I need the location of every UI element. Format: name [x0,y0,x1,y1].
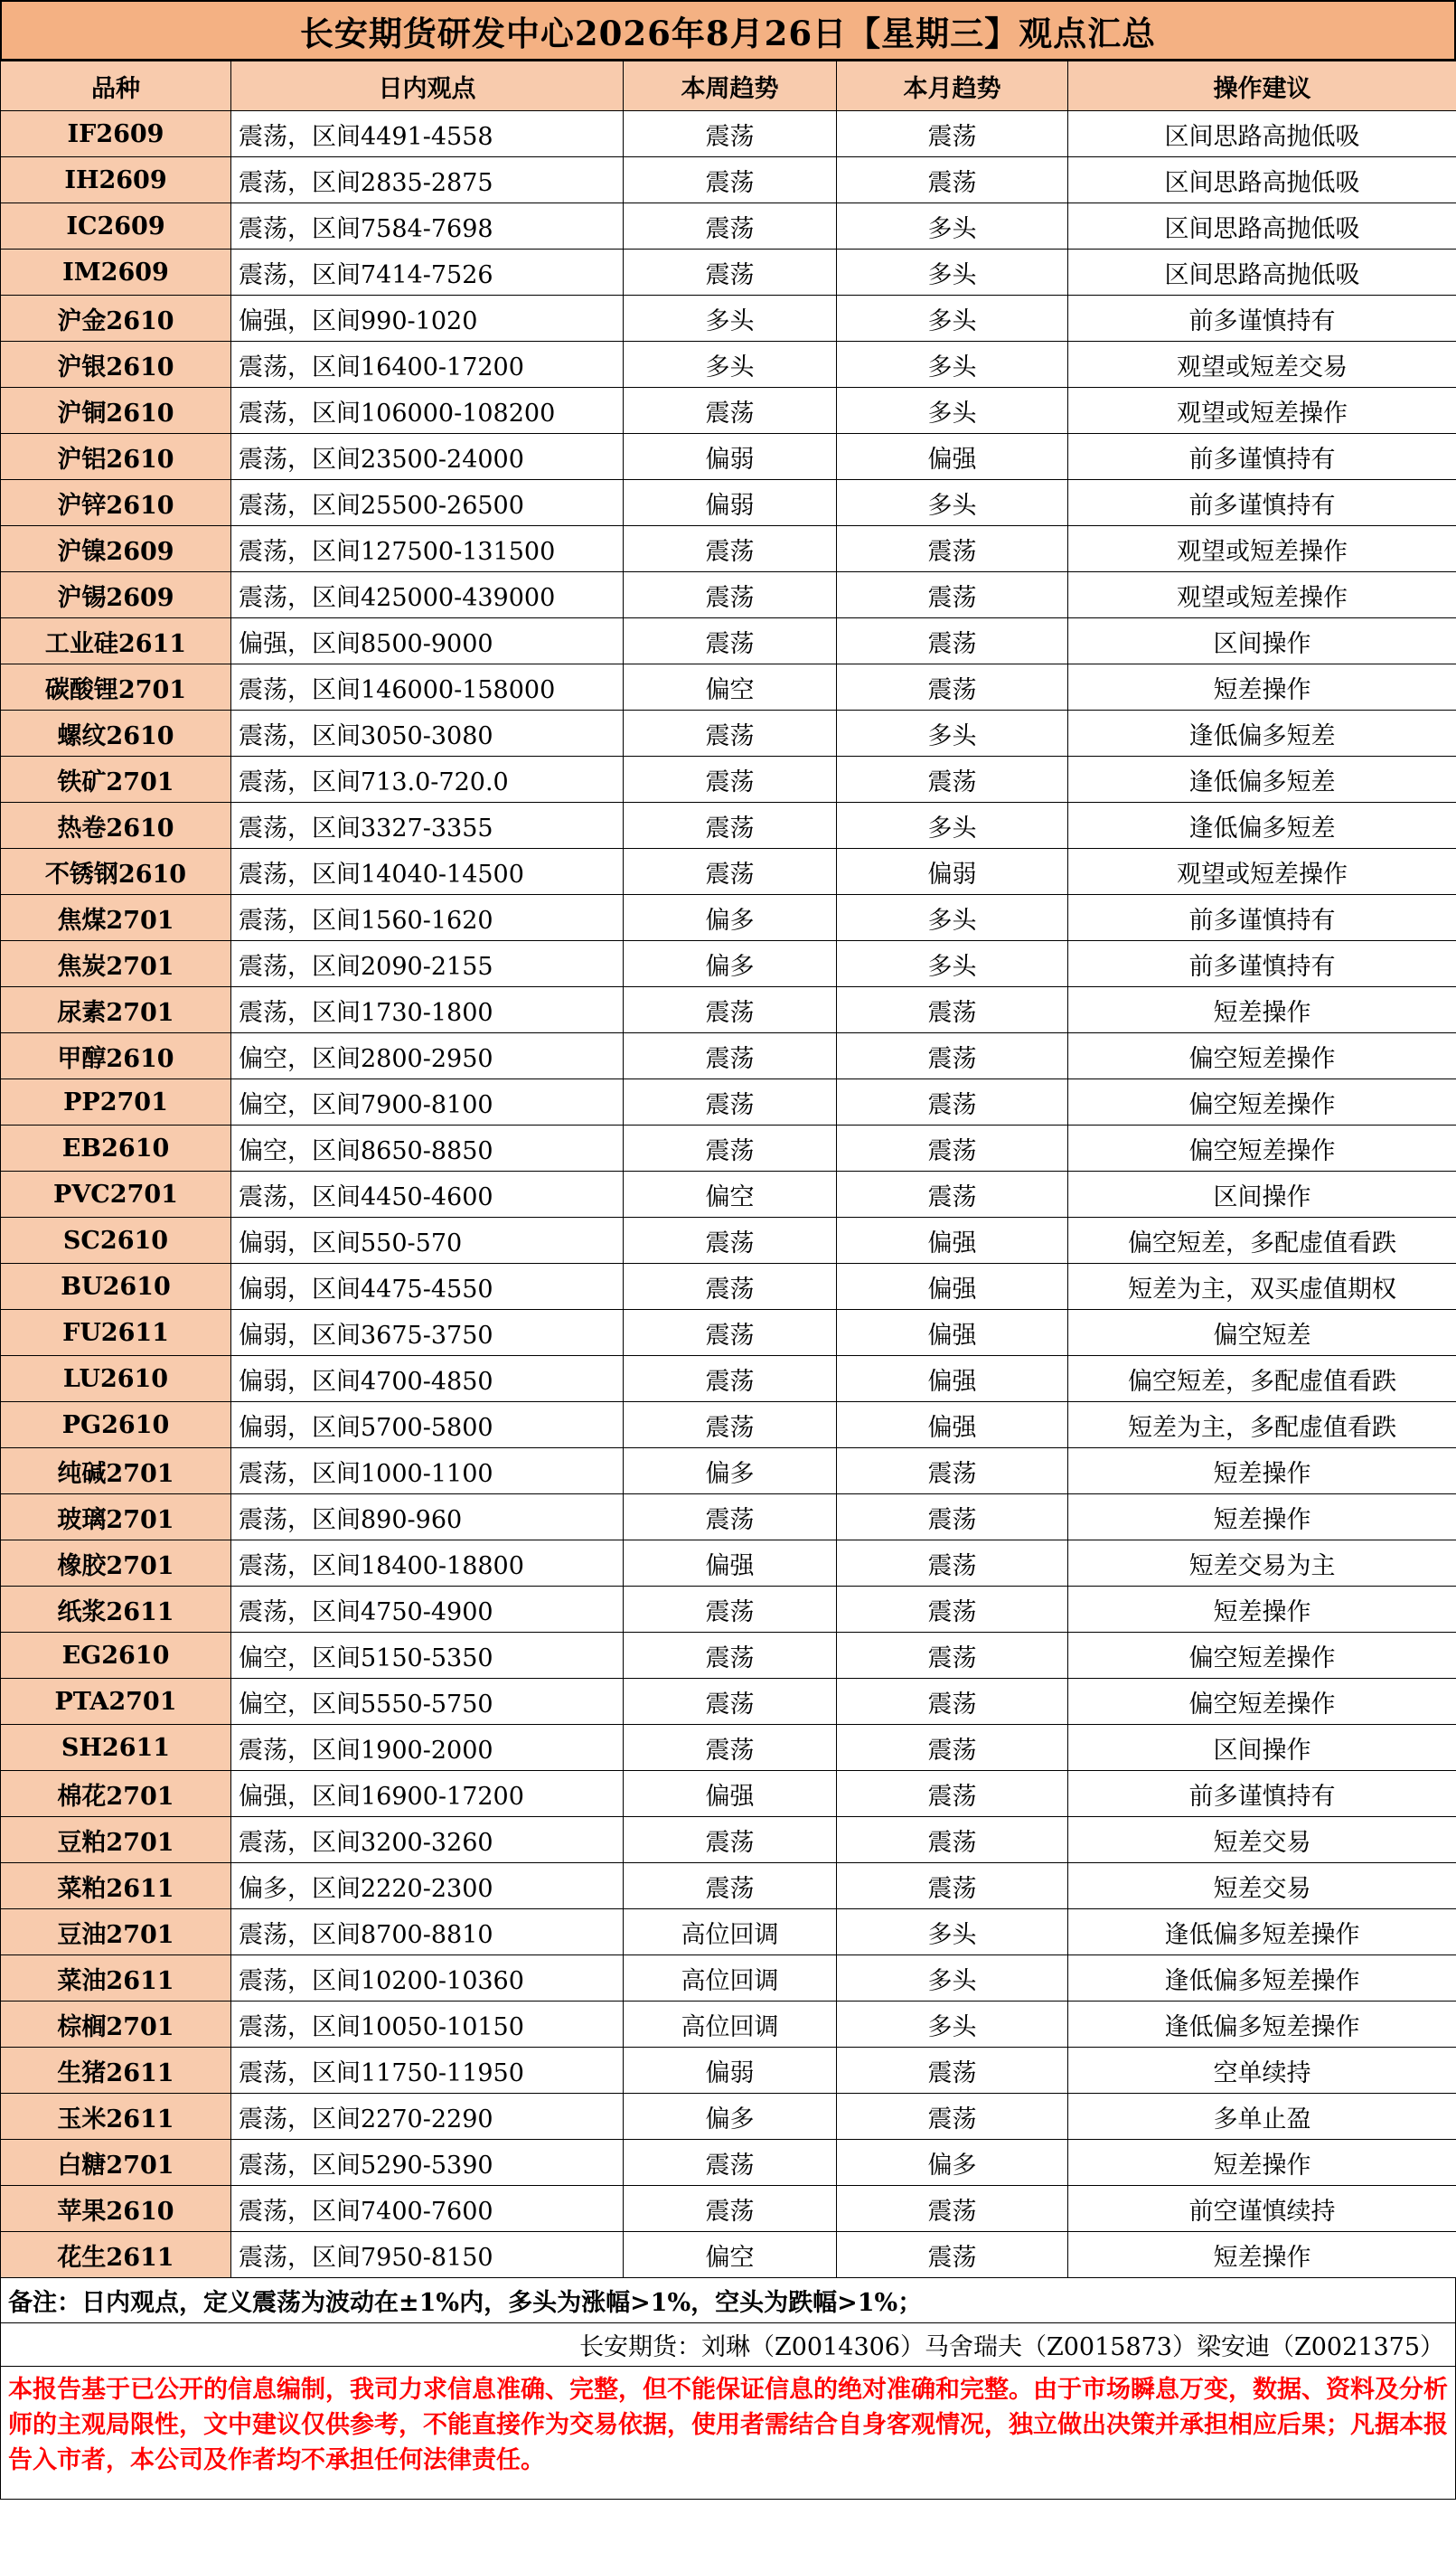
table-row [1,941,1456,987]
week-trend-cell: 偏空 [624,2232,837,2278]
advice-cell: 偏空短差操作 [1068,1679,1456,1725]
advice-cell: 前多谨慎持有 [1068,434,1456,480]
month-trend-cell: 震荡 [837,1817,1068,1863]
month-trend-cell: 多头 [837,803,1068,849]
variety-cell: IC2609 [1,203,231,250]
month-trend-cell: 多头 [837,941,1068,987]
week-trend-cell: 震荡 [624,203,837,250]
month-trend-cell: 多头 [837,250,1068,296]
week-trend-cell: 偏空 [624,664,837,711]
advice-cell: 短差为主，双买虚值期权 [1068,1264,1456,1310]
variety-cell: 菜油2611 [1,1955,231,2002]
table-row [1,1725,1456,1771]
intraday-view-cell: 偏空，区间5150-5350 [231,1633,624,1679]
advice-cell: 逢低偏多短差 [1068,803,1456,849]
intraday-view-cell: 震荡，区间3050-3080 [231,711,624,757]
week-trend-cell: 震荡 [624,1218,837,1264]
report-title: 长安期货研发中心2026年8月26日【星期三】观点汇总 [0,0,1456,61]
intraday-view-cell: 震荡，区间23500-24000 [231,434,624,480]
month-trend-cell: 震荡 [837,1863,1068,1909]
table-row [1,1172,1456,1218]
advice-cell: 前多谨慎持有 [1068,1771,1456,1817]
intraday-view-cell: 震荡，区间1560-1620 [231,895,624,941]
variety-cell: 碳酸锂2701 [1,664,231,711]
variety-cell: 焦煤2701 [1,895,231,941]
intraday-view-cell: 震荡，区间3200-3260 [231,1817,624,1863]
intraday-view-cell: 偏弱，区间4700-4850 [231,1356,624,1402]
table-row [1,1402,1456,1448]
advice-cell: 偏空短差 [1068,1310,1456,1356]
variety-cell: SH2611 [1,1725,231,1771]
advice-cell: 区间思路高抛低吸 [1068,250,1456,296]
intraday-view-cell: 震荡，区间18400-18800 [231,1540,624,1587]
advice-cell: 短差交易为主 [1068,1540,1456,1587]
week-trend-cell: 震荡 [624,572,837,618]
month-trend-cell: 多头 [837,1955,1068,2002]
advice-cell: 短差操作 [1068,1494,1456,1540]
month-trend-cell: 偏强 [837,434,1068,480]
advice-cell: 短差操作 [1068,2232,1456,2278]
intraday-view-cell: 震荡，区间2090-2155 [231,941,624,987]
variety-cell: 螺纹2610 [1,711,231,757]
advice-cell: 观望或短差交易 [1068,342,1456,388]
table-row [1,1310,1456,1356]
advice-cell: 区间操作 [1068,1725,1456,1771]
month-trend-cell: 震荡 [837,1679,1068,1725]
header-month-trend: 本月趋势 [837,61,1068,111]
month-trend-cell: 震荡 [837,1633,1068,1679]
variety-cell: 玻璃2701 [1,1494,231,1540]
week-trend-cell: 震荡 [624,1633,837,1679]
intraday-view-cell: 偏多，区间2220-2300 [231,1863,624,1909]
intraday-view-cell: 偏弱，区间4475-4550 [231,1264,624,1310]
table-row [1,203,1456,250]
intraday-view-cell: 震荡，区间8700-8810 [231,1909,624,1955]
table-row [1,2186,1456,2232]
week-trend-cell: 偏强 [624,1540,837,1587]
month-trend-cell: 震荡 [837,572,1068,618]
intraday-view-cell: 偏空，区间7900-8100 [231,1079,624,1126]
week-trend-cell: 偏多 [624,2094,837,2140]
week-trend-cell: 高位回调 [624,2002,837,2048]
intraday-view-cell: 震荡，区间7400-7600 [231,2186,624,2232]
intraday-view-cell: 震荡，区间127500-131500 [231,526,624,572]
advice-cell: 前多谨慎持有 [1068,296,1456,342]
intraday-view-cell: 震荡，区间890-960 [231,1494,624,1540]
intraday-view-cell: 偏弱，区间550-570 [231,1218,624,1264]
month-trend-cell: 多头 [837,895,1068,941]
month-trend-cell: 震荡 [837,526,1068,572]
month-trend-cell: 震荡 [837,1725,1068,1771]
table-row [1,1448,1456,1494]
table-row [1,342,1456,388]
table-row [1,1033,1456,1079]
intraday-view-cell: 震荡，区间7950-8150 [231,2232,624,2278]
variety-cell: 沪银2610 [1,342,231,388]
month-trend-cell: 震荡 [837,1126,1068,1172]
variety-cell: 花生2611 [1,2232,231,2278]
intraday-view-cell: 震荡，区间5290-5390 [231,2140,624,2186]
variety-cell: 甲醇2610 [1,1033,231,1079]
week-trend-cell: 高位回调 [624,1909,837,1955]
table-row [1,1955,1456,2002]
variety-cell: SC2610 [1,1218,231,1264]
advice-cell: 区间思路高抛低吸 [1068,111,1456,157]
week-trend-cell: 震荡 [624,388,837,434]
week-trend-cell: 震荡 [624,250,837,296]
table-row [1,296,1456,342]
month-trend-cell: 偏强 [837,1264,1068,1310]
analyst-credits: 长安期货：刘琳（Z0014306）马舍瑞夫（Z0015873）梁安迪（Z0021375） [0,2323,1456,2367]
week-trend-cell: 多头 [624,342,837,388]
advice-cell: 偏空短差，多配虚值看跌 [1068,1218,1456,1264]
variety-cell: 白糖2701 [1,2140,231,2186]
variety-cell: 工业硅2611 [1,618,231,664]
variety-cell: 纸浆2611 [1,1587,231,1633]
advice-cell: 短差交易 [1068,1817,1456,1863]
week-trend-cell: 震荡 [624,111,837,157]
week-trend-cell: 震荡 [624,1079,837,1126]
table-row [1,1540,1456,1587]
header-variety: 品种 [1,61,231,111]
advice-cell: 短差操作 [1068,664,1456,711]
intraday-view-cell: 震荡，区间14040-14500 [231,849,624,895]
variety-cell: 热卷2610 [1,803,231,849]
variety-cell: 菜粕2611 [1,1863,231,1909]
variety-cell: 沪铝2610 [1,434,231,480]
variety-cell: 生猪2611 [1,2048,231,2094]
header-week-trend: 本周趋势 [624,61,837,111]
intraday-view-cell: 震荡，区间1730-1800 [231,987,624,1033]
month-trend-cell: 震荡 [837,1587,1068,1633]
variety-cell: 玉米2611 [1,2094,231,2140]
week-trend-cell: 震荡 [624,711,837,757]
month-trend-cell: 多头 [837,203,1068,250]
week-trend-cell: 偏弱 [624,2048,837,2094]
week-trend-cell: 震荡 [624,1725,837,1771]
week-trend-cell: 震荡 [624,1679,837,1725]
intraday-view-cell: 震荡，区间425000-439000 [231,572,624,618]
advice-cell: 区间思路高抛低吸 [1068,157,1456,203]
intraday-view-cell: 震荡，区间7414-7526 [231,250,624,296]
variety-cell: 焦炭2701 [1,941,231,987]
table-row [1,618,1456,664]
variety-cell: PVC2701 [1,1172,231,1218]
intraday-view-cell: 震荡，区间146000-158000 [231,664,624,711]
month-trend-cell: 震荡 [837,1540,1068,1587]
month-trend-cell: 震荡 [837,664,1068,711]
table-body [1,111,1456,2278]
table-row [1,803,1456,849]
advice-cell: 区间思路高抛低吸 [1068,203,1456,250]
month-trend-cell: 震荡 [837,2048,1068,2094]
variety-cell: 苹果2610 [1,2186,231,2232]
variety-cell: 豆粕2701 [1,1817,231,1863]
week-trend-cell: 震荡 [624,1817,837,1863]
variety-cell: 沪锡2609 [1,572,231,618]
week-trend-cell: 震荡 [624,757,837,803]
variety-cell: IH2609 [1,157,231,203]
month-trend-cell: 震荡 [837,2186,1068,2232]
advice-cell: 偏空短差，多配虚值看跌 [1068,1356,1456,1402]
advice-cell: 短差操作 [1068,1587,1456,1633]
week-trend-cell: 震荡 [624,1033,837,1079]
week-trend-cell: 震荡 [624,849,837,895]
advice-cell: 短差操作 [1068,2140,1456,2186]
week-trend-cell: 震荡 [624,1356,837,1402]
intraday-view-cell: 震荡，区间106000-108200 [231,388,624,434]
advice-cell: 观望或短差操作 [1068,526,1456,572]
table-row [1,1494,1456,1540]
advice-cell: 前多谨慎持有 [1068,480,1456,526]
week-trend-cell: 震荡 [624,2140,837,2186]
variety-cell: 尿素2701 [1,987,231,1033]
week-trend-cell: 震荡 [624,157,837,203]
advice-cell: 逢低偏多短差操作 [1068,1909,1456,1955]
table-row [1,1817,1456,1863]
week-trend-cell: 偏多 [624,895,837,941]
advice-cell: 观望或短差操作 [1068,572,1456,618]
variety-cell: 棕榈2701 [1,2002,231,2048]
advice-cell: 短差操作 [1068,1448,1456,1494]
week-trend-cell: 震荡 [624,1310,837,1356]
month-trend-cell: 震荡 [837,1771,1068,1817]
month-trend-cell: 震荡 [837,1172,1068,1218]
table-row [1,849,1456,895]
advice-cell: 偏空短差操作 [1068,1633,1456,1679]
variety-cell: EG2610 [1,1633,231,1679]
intraday-view-cell: 震荡，区间25500-26500 [231,480,624,526]
week-trend-cell: 震荡 [624,2186,837,2232]
month-trend-cell: 偏强 [837,1402,1068,1448]
week-trend-cell: 震荡 [624,1587,837,1633]
advice-cell: 偏空短差操作 [1068,1079,1456,1126]
month-trend-cell: 多头 [837,1909,1068,1955]
week-trend-cell: 多头 [624,296,837,342]
week-trend-cell: 偏弱 [624,480,837,526]
advice-cell: 前多谨慎持有 [1068,941,1456,987]
variety-cell: 铁矿2701 [1,757,231,803]
header-intraday: 日内观点 [231,61,624,111]
table-row [1,2094,1456,2140]
table-row [1,664,1456,711]
table-row [1,111,1456,157]
week-trend-cell: 震荡 [624,1402,837,1448]
advice-cell: 短差操作 [1068,987,1456,1033]
table-row [1,388,1456,434]
advice-cell: 偏空短差操作 [1068,1033,1456,1079]
advice-cell: 观望或短差操作 [1068,849,1456,895]
variety-cell: FU2611 [1,1310,231,1356]
advice-cell: 逢低偏多短差 [1068,711,1456,757]
week-trend-cell: 震荡 [624,526,837,572]
variety-cell: 沪金2610 [1,296,231,342]
table-row [1,526,1456,572]
intraday-view-cell: 震荡，区间16400-17200 [231,342,624,388]
variety-cell: 沪镍2609 [1,526,231,572]
table-row [1,250,1456,296]
intraday-view-cell: 偏强，区间16900-17200 [231,1771,624,1817]
month-trend-cell: 震荡 [837,757,1068,803]
footnote: 备注：日内观点，定义震荡为波动在±1%内，多头为涨幅>1%，空头为跌幅>1%； [0,2278,1456,2323]
variety-cell: 纯碱2701 [1,1448,231,1494]
table-row [1,1679,1456,1725]
intraday-view-cell: 震荡，区间11750-11950 [231,2048,624,2094]
intraday-view-cell: 震荡，区间3327-3355 [231,803,624,849]
table-row [1,757,1456,803]
month-trend-cell: 偏强 [837,1218,1068,1264]
month-trend-cell: 多头 [837,342,1068,388]
intraday-view-cell: 震荡，区间4450-4600 [231,1172,624,1218]
table-row [1,2002,1456,2048]
variety-cell: PP2701 [1,1079,231,1126]
table-row [1,1126,1456,1172]
intraday-view-cell: 偏强，区间990-1020 [231,296,624,342]
table-row [1,1909,1456,1955]
intraday-view-cell: 震荡，区间2835-2875 [231,157,624,203]
month-trend-cell: 震荡 [837,157,1068,203]
month-trend-cell: 震荡 [837,111,1068,157]
table-row [1,987,1456,1033]
header-advice: 操作建议 [1068,61,1456,111]
table-row [1,480,1456,526]
month-trend-cell: 震荡 [837,1079,1068,1126]
week-trend-cell: 震荡 [624,1126,837,1172]
advice-cell: 观望或短差操作 [1068,388,1456,434]
header-row [1,61,1456,111]
variety-cell: 沪铜2610 [1,388,231,434]
table-row [1,2048,1456,2094]
week-trend-cell: 震荡 [624,803,837,849]
month-trend-cell: 多头 [837,2002,1068,2048]
table-row [1,1356,1456,1402]
intraday-view-cell: 震荡，区间1000-1100 [231,1448,624,1494]
intraday-view-cell: 震荡，区间7584-7698 [231,203,624,250]
advice-cell: 前多谨慎持有 [1068,895,1456,941]
table-row [1,711,1456,757]
variety-cell: PTA2701 [1,1679,231,1725]
disclaimer: 本报告基于已公开的信息编制，我司力求信息准确、完整，但不能保证信息的绝对准确和完整。由于市场瞬息万变，数据、资料及分析师的主观局限性，文中建议仅供参考，不能直接作为交易依据，使用者需结合自身客观情况，独立做出决策并承担相应后果；凡据本报告入市者，本公司及作者均不承担任何法律责任。 [0,2367,1456,2500]
table-row [1,2140,1456,2186]
table-row [1,1771,1456,1817]
variety-cell: 豆油2701 [1,1909,231,1955]
variety-cell: 不锈钢2610 [1,849,231,895]
week-trend-cell: 震荡 [624,1494,837,1540]
intraday-view-cell: 震荡，区间713.0-720.0 [231,757,624,803]
table-row [1,157,1456,203]
month-trend-cell: 多头 [837,388,1068,434]
month-trend-cell: 多头 [837,296,1068,342]
month-trend-cell: 偏弱 [837,849,1068,895]
intraday-view-cell: 震荡，区间2270-2290 [231,2094,624,2140]
advice-cell: 短差为主，多配虚值看跌 [1068,1402,1456,1448]
week-trend-cell: 震荡 [624,618,837,664]
table-row [1,434,1456,480]
month-trend-cell: 多头 [837,711,1068,757]
week-trend-cell: 震荡 [624,987,837,1033]
advice-cell: 逢低偏多短差操作 [1068,1955,1456,2002]
week-trend-cell: 偏多 [624,1448,837,1494]
variety-cell: 沪锌2610 [1,480,231,526]
advice-cell: 逢低偏多短差操作 [1068,2002,1456,2048]
week-trend-cell: 偏多 [624,941,837,987]
table-row [1,1218,1456,1264]
advice-cell: 偏空短差操作 [1068,1126,1456,1172]
month-trend-cell: 偏强 [837,1310,1068,1356]
table-row [1,1587,1456,1633]
week-trend-cell: 偏空 [624,1172,837,1218]
week-trend-cell: 震荡 [624,1863,837,1909]
variety-cell: BU2610 [1,1264,231,1310]
intraday-view-cell: 偏空，区间2800-2950 [231,1033,624,1079]
month-trend-cell: 震荡 [837,618,1068,664]
month-trend-cell: 震荡 [837,2232,1068,2278]
month-trend-cell: 多头 [837,480,1068,526]
month-trend-cell: 震荡 [837,2094,1068,2140]
advice-cell: 逢低偏多短差 [1068,757,1456,803]
intraday-view-cell: 偏弱，区间5700-5800 [231,1402,624,1448]
month-trend-cell: 震荡 [837,1448,1068,1494]
variety-cell: IF2609 [1,111,231,157]
table-row [1,1863,1456,1909]
intraday-view-cell: 震荡，区间4750-4900 [231,1587,624,1633]
advice-cell: 多单止盈 [1068,2094,1456,2140]
advice-cell: 区间操作 [1068,1172,1456,1218]
intraday-view-cell: 震荡，区间4491-4558 [231,111,624,157]
intraday-view-cell: 震荡，区间1900-2000 [231,1725,624,1771]
table-row [1,2232,1456,2278]
month-trend-cell: 震荡 [837,1494,1068,1540]
variety-cell: IM2609 [1,250,231,296]
views-table [0,61,1456,2278]
variety-cell: 棉花2701 [1,1771,231,1817]
advice-cell: 空单续持 [1068,2048,1456,2094]
variety-cell: LU2610 [1,1356,231,1402]
month-trend-cell: 偏多 [837,2140,1068,2186]
variety-cell: 橡胶2701 [1,1540,231,1587]
advice-cell: 前空谨慎续持 [1068,2186,1456,2232]
intraday-view-cell: 震荡，区间10200-10360 [231,1955,624,2002]
month-trend-cell: 偏强 [837,1356,1068,1402]
week-trend-cell: 偏强 [624,1771,837,1817]
month-trend-cell: 震荡 [837,987,1068,1033]
week-trend-cell: 震荡 [624,1264,837,1310]
intraday-view-cell: 偏空，区间5550-5750 [231,1679,624,1725]
variety-cell: PG2610 [1,1402,231,1448]
week-trend-cell: 偏弱 [624,434,837,480]
table-row [1,1079,1456,1126]
intraday-view-cell: 偏强，区间8500-9000 [231,618,624,664]
variety-cell: EB2610 [1,1126,231,1172]
week-trend-cell: 高位回调 [624,1955,837,2002]
intraday-view-cell: 偏空，区间8650-8850 [231,1126,624,1172]
table-row [1,895,1456,941]
table-row [1,1264,1456,1310]
intraday-view-cell: 震荡，区间10050-10150 [231,2002,624,2048]
advice-cell: 区间操作 [1068,618,1456,664]
table-row [1,572,1456,618]
month-trend-cell: 震荡 [837,1033,1068,1079]
intraday-view-cell: 偏弱，区间3675-3750 [231,1310,624,1356]
table-row [1,1633,1456,1679]
advice-cell: 短差交易 [1068,1863,1456,1909]
